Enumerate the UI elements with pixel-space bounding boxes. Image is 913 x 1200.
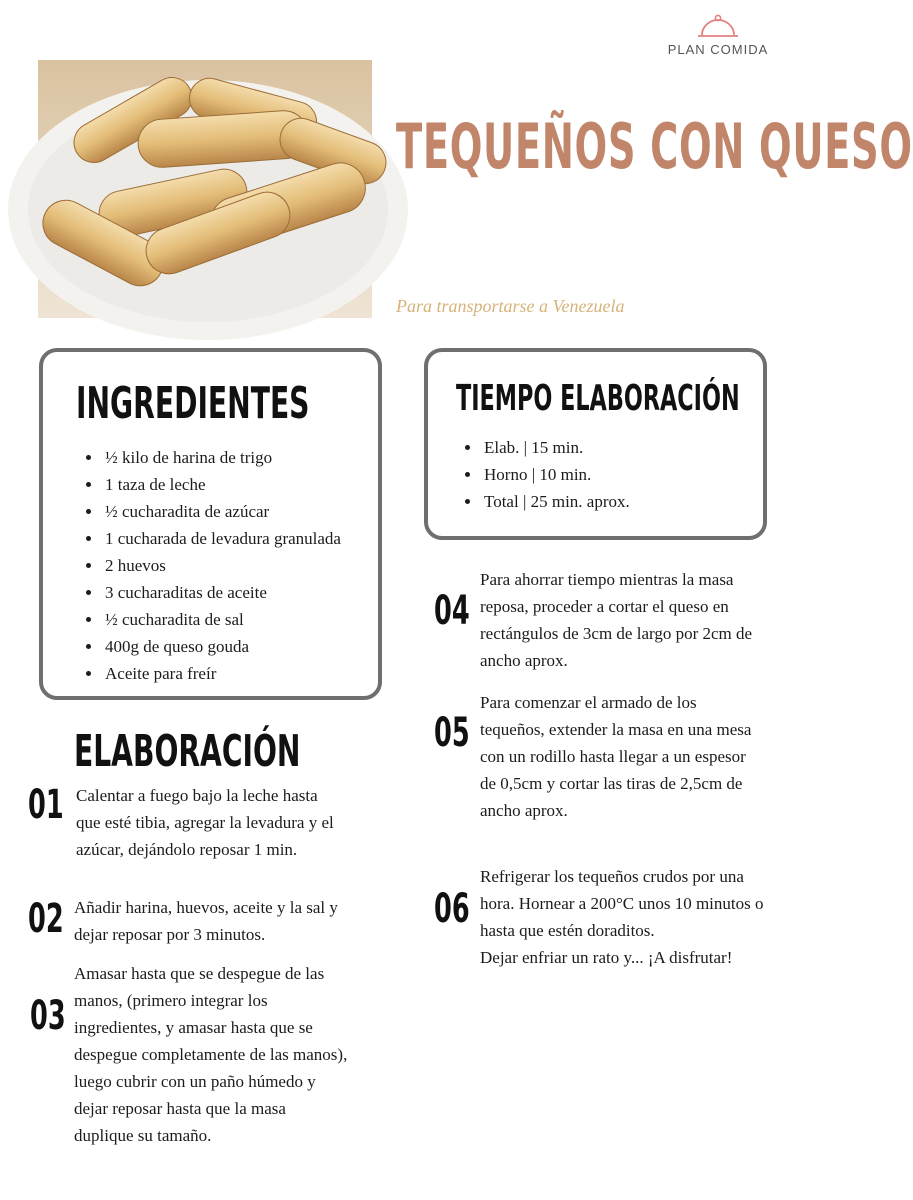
step-number: 04 [434,588,470,634]
time-item: • Elab. | 15 min. [482,434,630,461]
ingredient-item: • 1 taza de leche [103,471,341,498]
step-text: Para comenzar el armado de los tequeños, extender la masa en una mesa con un rodillo hasta llegar a un espesor de 0,5cm y cortar las tiras de 2,5cm de ancho aprox. [480,693,752,820]
step-number: 05 [434,710,470,756]
ingredient-item: • 1 cucharada de levadura granulada [103,525,341,552]
step-number: 06 [434,886,470,932]
recipe-subtitle: Para transportarse a Venezuela [396,296,625,316]
step-number: 03 [30,993,66,1039]
step-text: Amasar hasta que se despegue de las manos, (primero integrar los ingredientes, y amasar hasta que se despegue completamente de las manos), luego cubrir con un paño húmedo y dejar reposar hasta que la masa duplique su tamaño. [74,964,348,1145]
ingredients-list [83,444,341,687]
step-text: Añadir harina, huevos, aceite y la sal y dejar reposar por 3 minutos. [74,898,338,944]
ingredient-item: • 3 cucharaditas de aceite [103,579,341,606]
step-text [480,863,765,971]
time-item: • Horno | 10 min. [482,461,630,488]
step-number: 01 [28,782,64,828]
ingredient-item: • ½ cucharadita de sal [103,606,341,633]
step-text-line: Refrigerar los tequeños crudos por una hora. Hornear a 200°C unos 10 minutos o hasta que estén doraditos. [480,867,764,940]
ingredient-item: • ½ kilo de harina de trigo [103,444,341,471]
ingredient-item: • 2 huevos [103,552,341,579]
time-list [462,434,630,515]
ingredients-card [39,348,382,700]
elaboration-heading: ELABORACIÓN [74,726,301,777]
step-text-line: Dejar enfriar un rato y... ¡A disfrutar! [480,948,733,967]
step-text: Para ahorrar tiempo mientras la masa reposa, proceder a cortar el queso en rectángulos de 3cm de largo por 2cm de ancho aprox. [480,570,753,670]
brand-name: PLAN COMIDA [667,42,769,57]
time-item: • Total | 25 min. aprox. [482,488,630,515]
step-text: Calentar a fuego bajo la leche hasta que esté tibia, agregar la levadura y el azúcar, dejándolo reposar 1 min. [76,786,334,859]
food-photo-tequenos [38,60,372,318]
step-number: 02 [28,896,64,942]
recipe-title-text: TEQUEÑOS CON QUESO [396,110,913,183]
recipe-title [396,108,913,186]
cloche-icon [696,14,740,40]
time-heading: TIEMPO ELABORACIÓN [456,378,740,419]
ingredient-item: • 400g de queso gouda [103,633,341,660]
food-photo [38,60,372,318]
brand-logo [658,14,778,57]
ingredient-item: • ½ cucharadita de azúcar [103,498,341,525]
time-card [424,348,767,540]
ingredients-heading: INGREDIENTES [76,378,310,429]
ingredient-item: • Aceite para freír [103,660,341,687]
